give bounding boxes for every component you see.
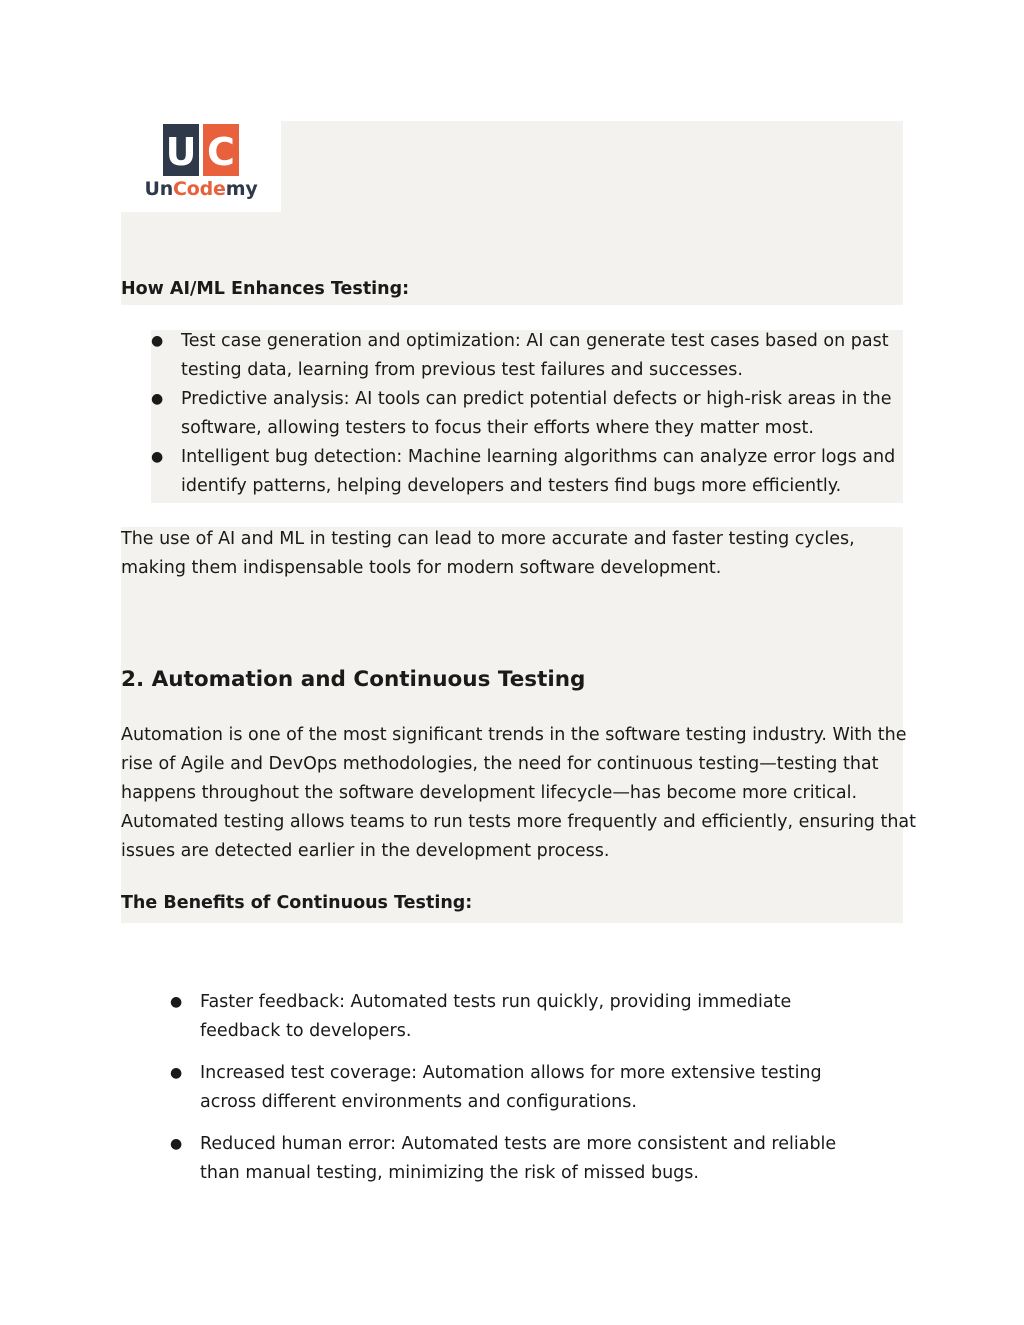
section-title-automation: 2. Automation and Continuous Testing [121, 667, 586, 692]
logo-wordmark [121, 178, 281, 200]
bullet-dot-icon: ● [170, 1136, 183, 1152]
bullet-dot-icon: ● [151, 391, 164, 407]
bullet-dot-icon: ● [170, 994, 183, 1010]
logo-word-part2: Code [173, 178, 226, 200]
list-item-text: Test case generation and optimization: AI can generate test cases based on past testing data, learning from previous test failures and successes. [181, 331, 889, 380]
section-heading-ai-ml: How AI/ML Enhances Testing: [121, 279, 410, 299]
list-item-text: Faster feedback: Automated tests run quickly, providing immediate feedback to developers. [200, 992, 792, 1041]
bullet-dot-icon: ● [151, 449, 164, 465]
bullet-dot-icon: ● [151, 333, 164, 349]
logo-word-part3: my [225, 178, 258, 200]
paragraph-ai-ml-summary: The use of AI and ML in testing can lead to more accurate and faster testing cycles, making them indispensable tools for modern software development. [121, 529, 855, 578]
list-item-text: Increased test coverage: Automation allows for more extensive testing across different environments and configurations. [200, 1063, 822, 1112]
logo-word-part1: Un [144, 178, 174, 200]
section-heading-benefits: The Benefits of Continuous Testing: [121, 893, 473, 913]
list-item-text: Intelligent bug detection: Machine learning algorithms can analyze error logs and identify patterns, helping developers and testers find bugs more efficiently. [181, 447, 896, 496]
logo-mark-left-letter: U [165, 130, 197, 174]
bullet-dot-icon: ● [170, 1065, 183, 1081]
list-item-text: Predictive analysis: AI tools can predict potential defects or high-risk areas in the software, allowing testers to focus their efforts where they matter most. [181, 389, 892, 438]
list-item-text: Reduced human error: Automated tests are more consistent and reliable than manual testing, minimizing the risk of missed bugs. [200, 1134, 837, 1183]
logo-mark-right-letter: C [207, 130, 235, 174]
paragraph-automation: Automation is one of the most significant trends in the software testing industry. With the rise of Agile and DevOps methodologies, the need for continuous testing—testing that happens throughout the software development lifecycle—has become more critical. Automated testing allows teams to run tests more frequently and efficiently, ensuring that issues are detected earlier in the development process. [121, 725, 916, 861]
uncodemy-logo [121, 121, 281, 212]
uncodemy-logo-mark-icon [163, 124, 239, 176]
